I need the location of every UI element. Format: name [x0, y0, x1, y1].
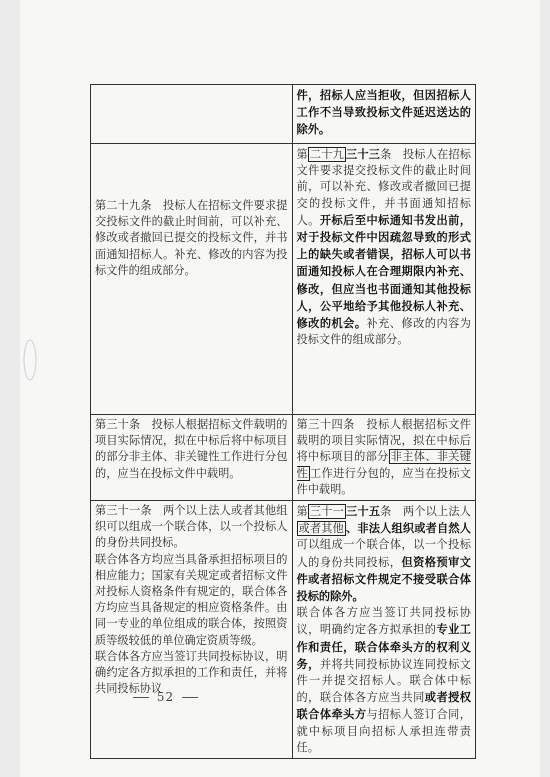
revised-text-cell [292, 144, 476, 415]
bold-added-text: 但资格预审文件或者招标文件规定不接受联合体投标的除外。 [296, 554, 471, 604]
original-text: 第二十九条 投标人在招标文件要求提交投标文件的截止时间前，可以补充、修改或者撤回已提交的投标文件，并书面通知招标人。补充、修改的内容为投标文件的组成部分。 [95, 199, 288, 277]
revised-text: 补充、修改的内容为投标文件的组成部分。 [296, 317, 471, 347]
original-text: 第三十一条 两个以上法人或者其他组织可以组成一个联合体，以一个投标人的身份共同投标。 联合体各方均应当具备承担招标项目的相应能力；国家有关规定或者招标文件对投标人资格条件有规定的，联合体各方均应当具备规定的相应资格条件。由同一专业的单位组成的联合体，按照资质等级较低的单位确定资质等级。 联合体各方应当签订共同投标协议，明确约定各方拟承担的工作和责任，并将共同投标协议 [95, 504, 288, 696]
revised-text: 与招标人签订合同，就中标项目向招标人承担连带责任。 [296, 708, 471, 754]
revised-text: 联合体各方应当签订共同投标协议，明确约定各方拟承担的 [296, 606, 471, 637]
original-text-cell [91, 415, 293, 501]
table-row [91, 501, 476, 759]
table-row [91, 144, 476, 415]
revised-text: 第 [296, 148, 308, 161]
boxed-deleted-text: 或者其他 [298, 522, 345, 536]
page-number [130, 690, 201, 704]
page-number-value: 52 [156, 690, 175, 704]
bold-added-text: 三十三 [346, 147, 381, 161]
revised-text-cell [292, 85, 476, 144]
bold-added-text: 专业工作和责任，联合体牵头方的权利义务， [296, 622, 471, 671]
page-number-dash [182, 697, 198, 698]
boxed-deleted-text: 非主体、非关键性 [296, 450, 471, 480]
bold-added-text: 或者授权联合体牵头方 [296, 690, 471, 722]
bold-added-text: 件，招标人应当拒收，但因招标人工作不当导致投标文件延迟送达的除外。 [296, 88, 471, 137]
revised-text: 可以组成一个联合体，以一个投标人的身份共同投标， [296, 538, 471, 569]
revised-text: 并将共同投标协议连同投标文件一并提交招标人。联合体中标的，联合体各方应当共同 [296, 657, 471, 705]
revised-text: 工作进行分包的，应当在投标文件中载明。 [296, 466, 471, 496]
revised-text-cell [292, 501, 476, 759]
binding-edge-mark [20, 330, 42, 390]
bold-added-text: 三十五 [346, 504, 381, 519]
original-text-cell [91, 501, 293, 759]
revised-text: 第三十四条 投标人根据招标文件载明的项目实际情况，拟在中标后将中标项目的部分 [296, 418, 471, 464]
comparison-table [90, 84, 476, 759]
bold-added-text: 开标后至中标通知书发出前，对于投标文件中因疏忽导致的形式上的缺失或者错误，招标人可以书面通知投标人在合理期限内补充、修改，但应当也书面通知其他投标人，公平地给予其他投标人补充、修改的机会。 [296, 212, 471, 331]
table-row [91, 85, 476, 144]
original-text-cell [91, 144, 293, 415]
revised-text: 第 [296, 505, 308, 519]
revised-text: 条 投标人在招标文件要求提交投标文件的截止时间前，可以补充、修改或者撤回已提交的投标文件，并书面通知招标人。 [296, 148, 471, 227]
boxed-deleted-text: 三十一 [309, 505, 345, 519]
table-row [91, 415, 476, 501]
page-number-dash [133, 697, 149, 698]
original-text-cell [91, 85, 293, 144]
revised-text-cell [292, 415, 476, 501]
boxed-deleted-text: 二十九 [309, 148, 345, 161]
revised-text: 条 两个以上法人 [380, 505, 471, 519]
document-page [20, 0, 540, 777]
bold-added-text: 、非法人组织或者自然人 [346, 521, 471, 536]
original-text: 第三十条 投标人根据招标文件载明的项目实际情况，拟在中标后将中标项目的部分非主体、非关键性工作进行分包的，应当在投标文件中载明。 [95, 418, 288, 480]
